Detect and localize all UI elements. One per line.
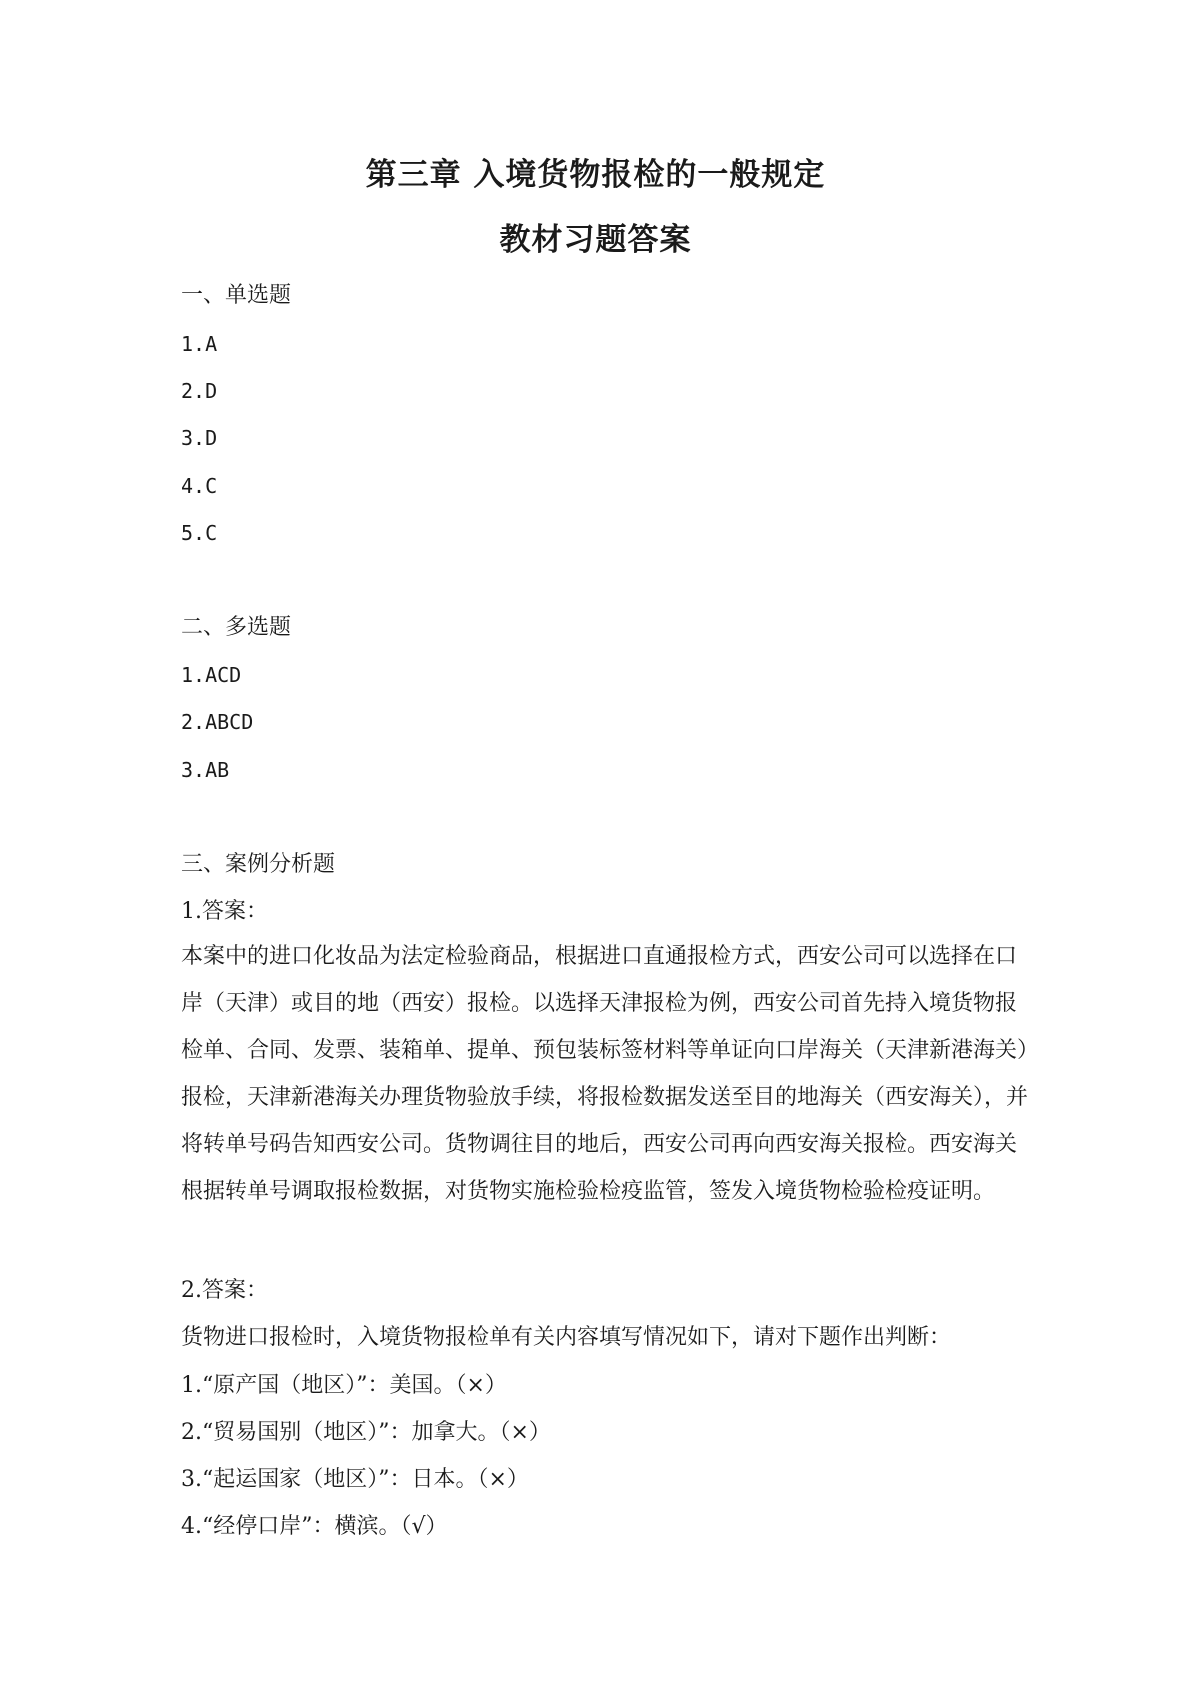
question-2-intro: 货物进口报检时，入境货物报检单有关内容填写情况如下，请对下题作出判断：	[181, 1325, 952, 1350]
question-2-label: 2.答案：	[181, 1278, 268, 1303]
judgment-item: 2.“贸易国别（地区）”：加拿大。（×）	[181, 1420, 551, 1445]
judgment-item: 4.“经停口岸”：横滨。（√）	[181, 1514, 448, 1539]
answer-item: 3.AB	[181, 758, 230, 782]
question-1-answer: 本案中的进口化妆品为法定检验商品，根据进口直通报检方式，西安公司可以选择在口岸（天津）或目的地（西安）报检。以选择天津报检为例，西安公司首先持入境货物报检单、合同、发票、装箱单、提单、预包装标签材料等单证向口岸海关（天津新港海关）报检，天津新港海关办理货物验放手续，将报检数据发送至目的地海关（西安海关），并将转单号码告知西安公司。货物调往目的地后，西安公司再向西安海关报检。西安海关根据转单号调取报检数据，对货物实施检验检疫监管，签发入境货物检验检疫证明。	[181, 944, 1029, 1204]
answer-item: 2.D	[181, 379, 218, 403]
chapter-title: 第三章 入境货物报检的一般规定	[365, 157, 826, 193]
judgment-item: 3.“起运国家（地区）”：日本。（×）	[181, 1467, 529, 1492]
question-1-label: 1.答案：	[181, 899, 268, 924]
section-heading-multiple-choice: 二、多选题	[181, 615, 292, 640]
answer-item: 4.C	[181, 474, 218, 498]
answer-item: 2.ABCD	[181, 710, 254, 734]
section-heading-case-analysis: 三、案例分析题	[181, 852, 336, 877]
judgment-item: 1.“原产国（地区）”：美国。（×）	[181, 1373, 507, 1398]
section-heading-single-choice: 一、单选题	[181, 283, 292, 308]
answer-item: 1.A	[181, 332, 218, 356]
answer-item: 3.D	[181, 426, 218, 450]
answer-item: 5.C	[181, 521, 218, 545]
answer-item: 1.ACD	[181, 663, 242, 687]
page-subtitle: 教材习题答案	[499, 222, 692, 258]
